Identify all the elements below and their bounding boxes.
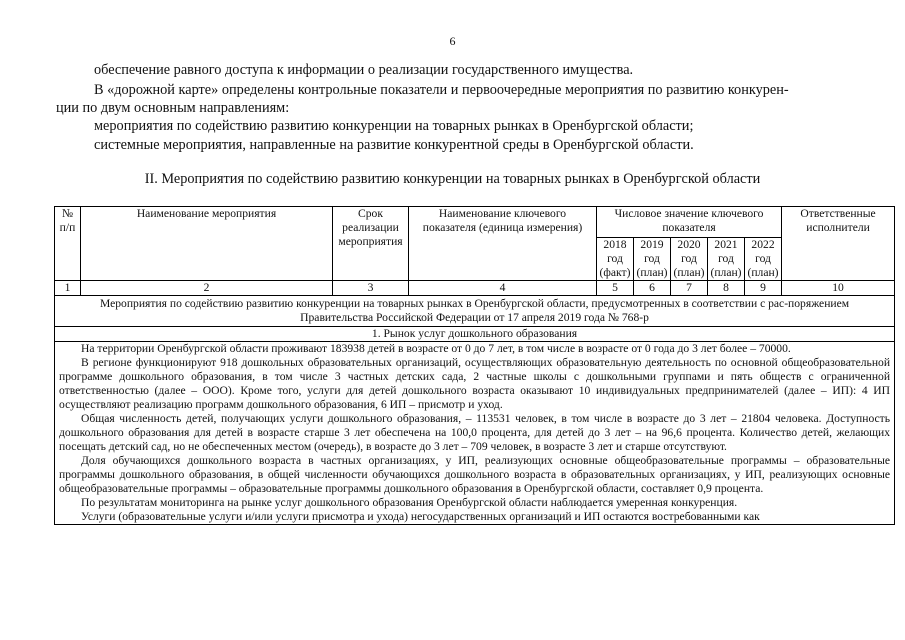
body-paragraph: Общая численность детей, получающих услуги дошкольного образования, – 113531 человек, в том числе в возрасте до 3 лет – 21804 человека. Доступность дошкольного образования для детей в возрасте старше 3 лет обеспечена на 100,0 процента, для детей до 3 лет – на 96,6 процента. Количество детей, желающих посещать детский сад, но не обеспеченных местом (очередь), в возрасте до 3 лет – 709 человек, в возрасте 3 лет и старше отсутствуют. xyxy=(59,412,891,453)
column-number: 5 xyxy=(597,281,634,296)
body-paragraph: По результатам мониторинга на рынке услуг дошкольного образования Оренбургской области наблюдается умеренная конкуренция. xyxy=(81,496,738,509)
column-number-row xyxy=(55,281,895,296)
column-number: 7 xyxy=(671,281,708,296)
header-num: № п/п xyxy=(55,207,81,281)
span-row: Мероприятия по содействию развитию конкуренции на товарных рынках в Оренбургской области, предусмотренных в соответствии с рас-поряжением Правительства Российской Федерации от 17 апреля 2019 года № 768-р xyxy=(55,296,895,327)
intro-line-4: мероприятия по содействию развитию конкуренции на товарных рынках в Оренбургской области; xyxy=(94,118,694,134)
intro-line-5: системные мероприятия, направленные на развитие конкурентной среды в Оренбургской области. xyxy=(94,137,694,153)
body-paragraph: Доля обучающихся дошкольного возраста в частных организациях, у ИП, реализующих основные общеобразовательные программы – образовательные программы дошкольного образования, в общей численности обучающихся дошкольного возраста в образовательных организациях, у ИП, реализующих основные общеобразовательные программы – образовательные программы дошкольного образования в Оренбургской области, составляет 0,9 процента. xyxy=(59,454,891,495)
header-value-group: Числовое значение ключевого показателя xyxy=(597,207,782,238)
body-paragraph: В регионе функционируют 918 дошкольных образовательных организаций, осуществляющих образовательную деятельность по основной общеобразовательной программе дошкольного образования, в том числе 3 частных детских сада, 2 частные школы с дошкольными группами и пять обществ с ограниченной ответственностью (далее – ООО). Кроме того, услуги для детей дошкольного возраста оказывают 10 индивидуальных предпринимателей (далее – ИП): 4 ИП осуществляют реализацию программ дошкольного образования, 6 ИП – присмотр и уход. xyxy=(59,356,891,411)
intro-line-1: обеспечение равного доступа к информации о реализации государственного имущества. xyxy=(94,62,634,78)
year-header: 2018 год (факт) xyxy=(597,238,634,281)
column-number: 10 xyxy=(782,281,895,296)
header-responsible: Ответственные исполнители xyxy=(782,207,895,281)
header-indicator: Наименование ключевого показателя (единица измерения) xyxy=(409,207,597,281)
column-number: 4 xyxy=(409,281,597,296)
intro-line-2: В «дорожной карте» определены контрольные показатели и первоочередные мероприятия по развитию конкурен- xyxy=(94,82,789,98)
column-number: 6 xyxy=(634,281,671,296)
market-title: 1. Рынок услуг дошкольного образования xyxy=(55,327,895,342)
column-number: 2 xyxy=(81,281,333,296)
header-name: Наименование мероприятия xyxy=(81,207,333,281)
market-description xyxy=(55,342,895,525)
year-header: 2021 год (план) xyxy=(708,238,745,281)
measures-table xyxy=(54,206,895,525)
column-number: 8 xyxy=(708,281,745,296)
body-paragraph: Услуги (образовательные услуги и/или услуги присмотра и ухода) негосударственных организаций и ИП остаются востребованными как xyxy=(81,510,760,523)
year-header: 2019 год (план) xyxy=(634,238,671,281)
column-number: 3 xyxy=(333,281,409,296)
intro-line-3: ции по двум основным направлениям: xyxy=(56,100,290,116)
year-header: 2022 год (план) xyxy=(745,238,782,281)
column-number: 9 xyxy=(745,281,782,296)
column-number: 1 xyxy=(55,281,81,296)
year-header: 2020 год (план) xyxy=(671,238,708,281)
body-paragraph: На территории Оренбургской области проживают 183938 детей в возрасте от 0 до 7 лет, в том числе в возрасте от 0 года до 3 лет более – 70000. xyxy=(81,342,791,355)
page-number: 6 xyxy=(449,34,456,48)
section-title: II. Мероприятия по содействию развитию конкуренции на товарных рынках в Оренбургской области xyxy=(144,171,761,187)
header-term: Срок реализации мероприятия xyxy=(333,207,409,281)
